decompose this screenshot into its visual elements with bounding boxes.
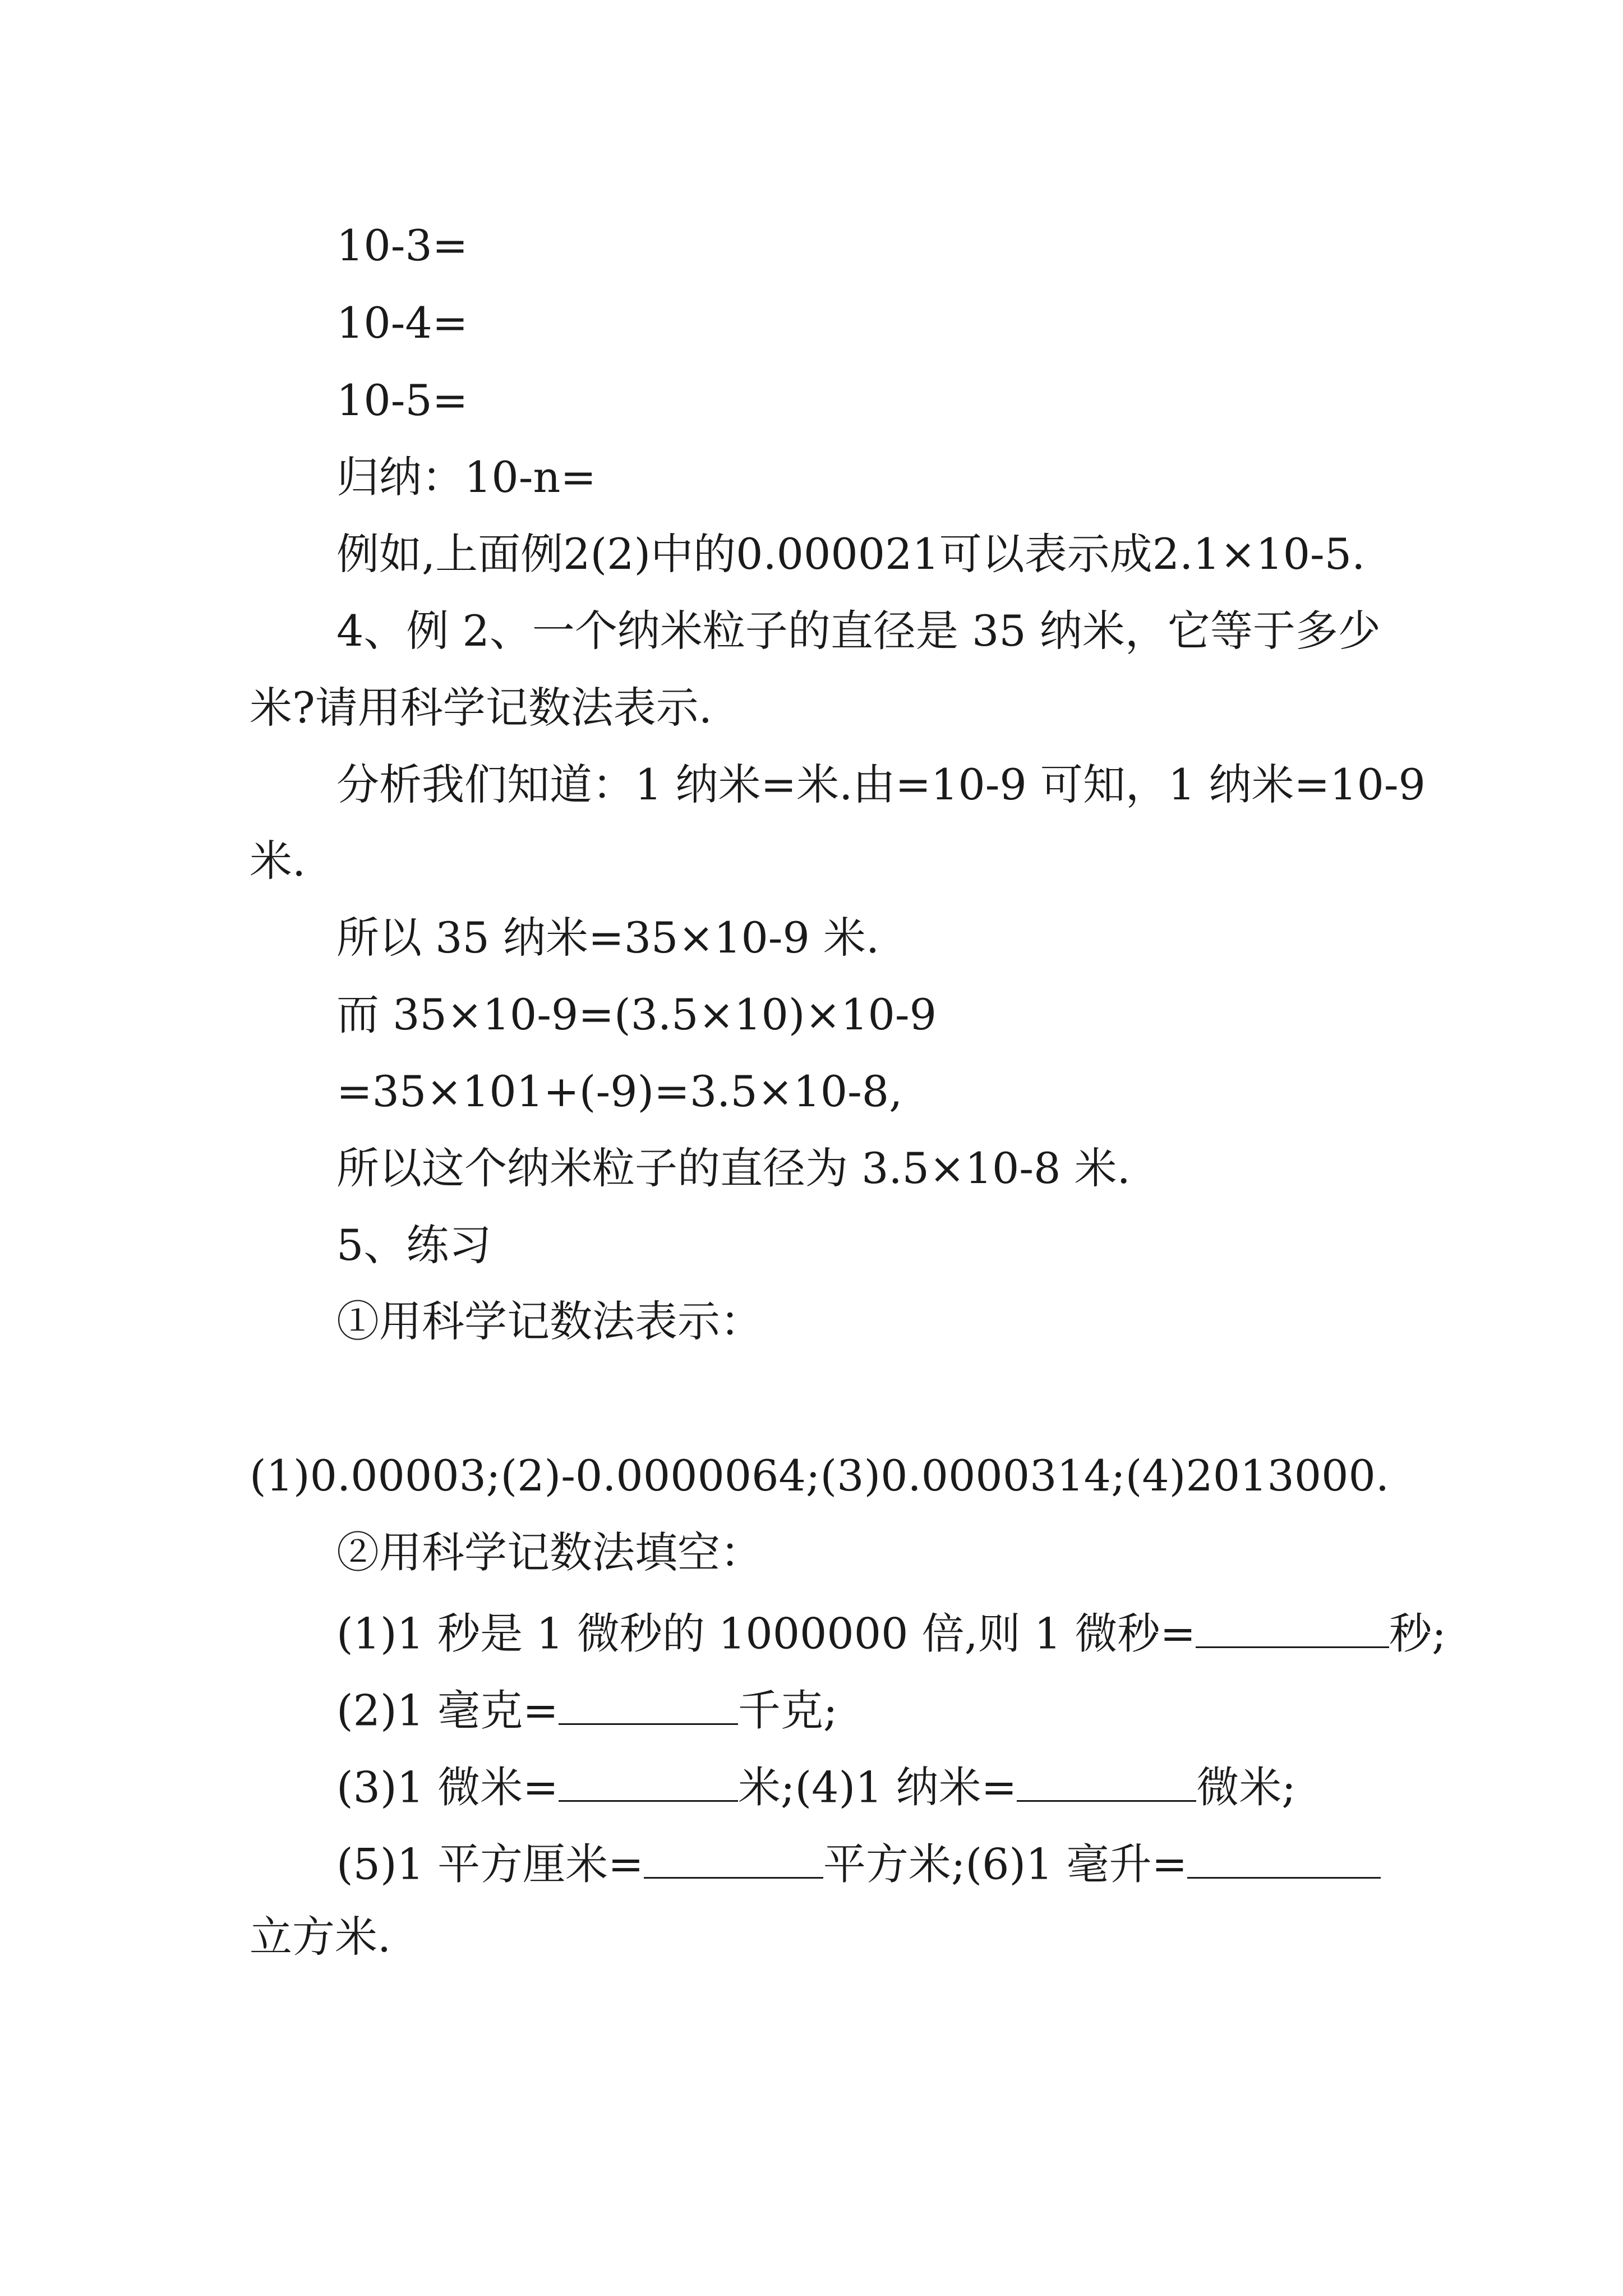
fill-blank-2 bbox=[559, 1685, 738, 1725]
line-fill-3-4 bbox=[336, 1762, 1296, 1812]
fill-blank-1 bbox=[1196, 1608, 1389, 1648]
line-10-minus-4: 10-4= bbox=[336, 298, 468, 348]
fill-blank-3 bbox=[559, 1762, 738, 1802]
fill-blank-5 bbox=[644, 1839, 823, 1879]
fill-2-text: (2)1 毫克= bbox=[336, 1685, 559, 1736]
fill-blank-6 bbox=[1187, 1839, 1381, 1879]
line-conclusion: 所以这个纳米粒子的直径为 3.5×10-8 米. bbox=[336, 1143, 1131, 1193]
fill-blank-4 bbox=[1017, 1762, 1196, 1802]
fill-3-text: (3)1 微米= bbox=[336, 1762, 559, 1812]
line-10-minus-5: 10-5= bbox=[336, 375, 468, 425]
line-analysis-cont: 米. bbox=[250, 836, 306, 886]
fill-1-text: (1)1 秒是 1 微秒的 1000000 倍,则 1 微秒= bbox=[336, 1608, 1196, 1659]
line-fill-1 bbox=[336, 1608, 1446, 1659]
line-equals-35x101: =35×101+(-9)=3.5×10-8, bbox=[336, 1066, 903, 1116]
line-10-minus-3: 10-3= bbox=[336, 220, 468, 270]
line-example-2-question: 4、例 2、一个纳米粒子的直径是 35 纳米，它等于多少 bbox=[336, 606, 1381, 656]
line-section-5: 5、练习 bbox=[336, 1220, 492, 1270]
line-fill-6-unit: 立方米. bbox=[250, 1912, 391, 1962]
line-so-35nm: 所以 35 纳米=35×10-9 米. bbox=[336, 913, 880, 963]
line-and-35x10: 而 35×10-9=(3.5×10)×10-9 bbox=[336, 990, 937, 1039]
fill-4-unit: 微米; bbox=[1196, 1762, 1296, 1812]
line-analysis: 分析我们知道：1 纳米=米.由=10-9 可知，1 纳米=10-9 bbox=[336, 760, 1426, 809]
line-example-2-question-cont: 米?请用科学记数法表示. bbox=[250, 683, 712, 733]
fill-3-unit-and-4-text: 米;(4)1 纳米= bbox=[737, 1762, 1017, 1812]
line-fill-5-6 bbox=[336, 1839, 1381, 1889]
fill-1-unit: 秒; bbox=[1389, 1608, 1446, 1659]
line-exercise-1: ①用科学记数法表示： bbox=[336, 1296, 763, 1346]
line-induction: 归纳：10-n= bbox=[336, 452, 597, 502]
line-exercise-2: ②用科学记数法填空： bbox=[336, 1527, 763, 1577]
line-fill-2 bbox=[336, 1685, 838, 1736]
line-exercise-1-items: (1)0.00003;(2)-0.0000064;(3)0.0000314;(4)2013000. bbox=[250, 1451, 1389, 1501]
fill-5-text: (5)1 平方厘米= bbox=[336, 1839, 644, 1889]
fill-2-unit: 千克; bbox=[737, 1685, 838, 1736]
fill-5-unit-and-6-text: 平方米;(6)1 毫升= bbox=[823, 1839, 1188, 1889]
line-example-intro: 例如,上面例2(2)中的0.000021可以表示成2.1×10-5. bbox=[336, 529, 1366, 579]
